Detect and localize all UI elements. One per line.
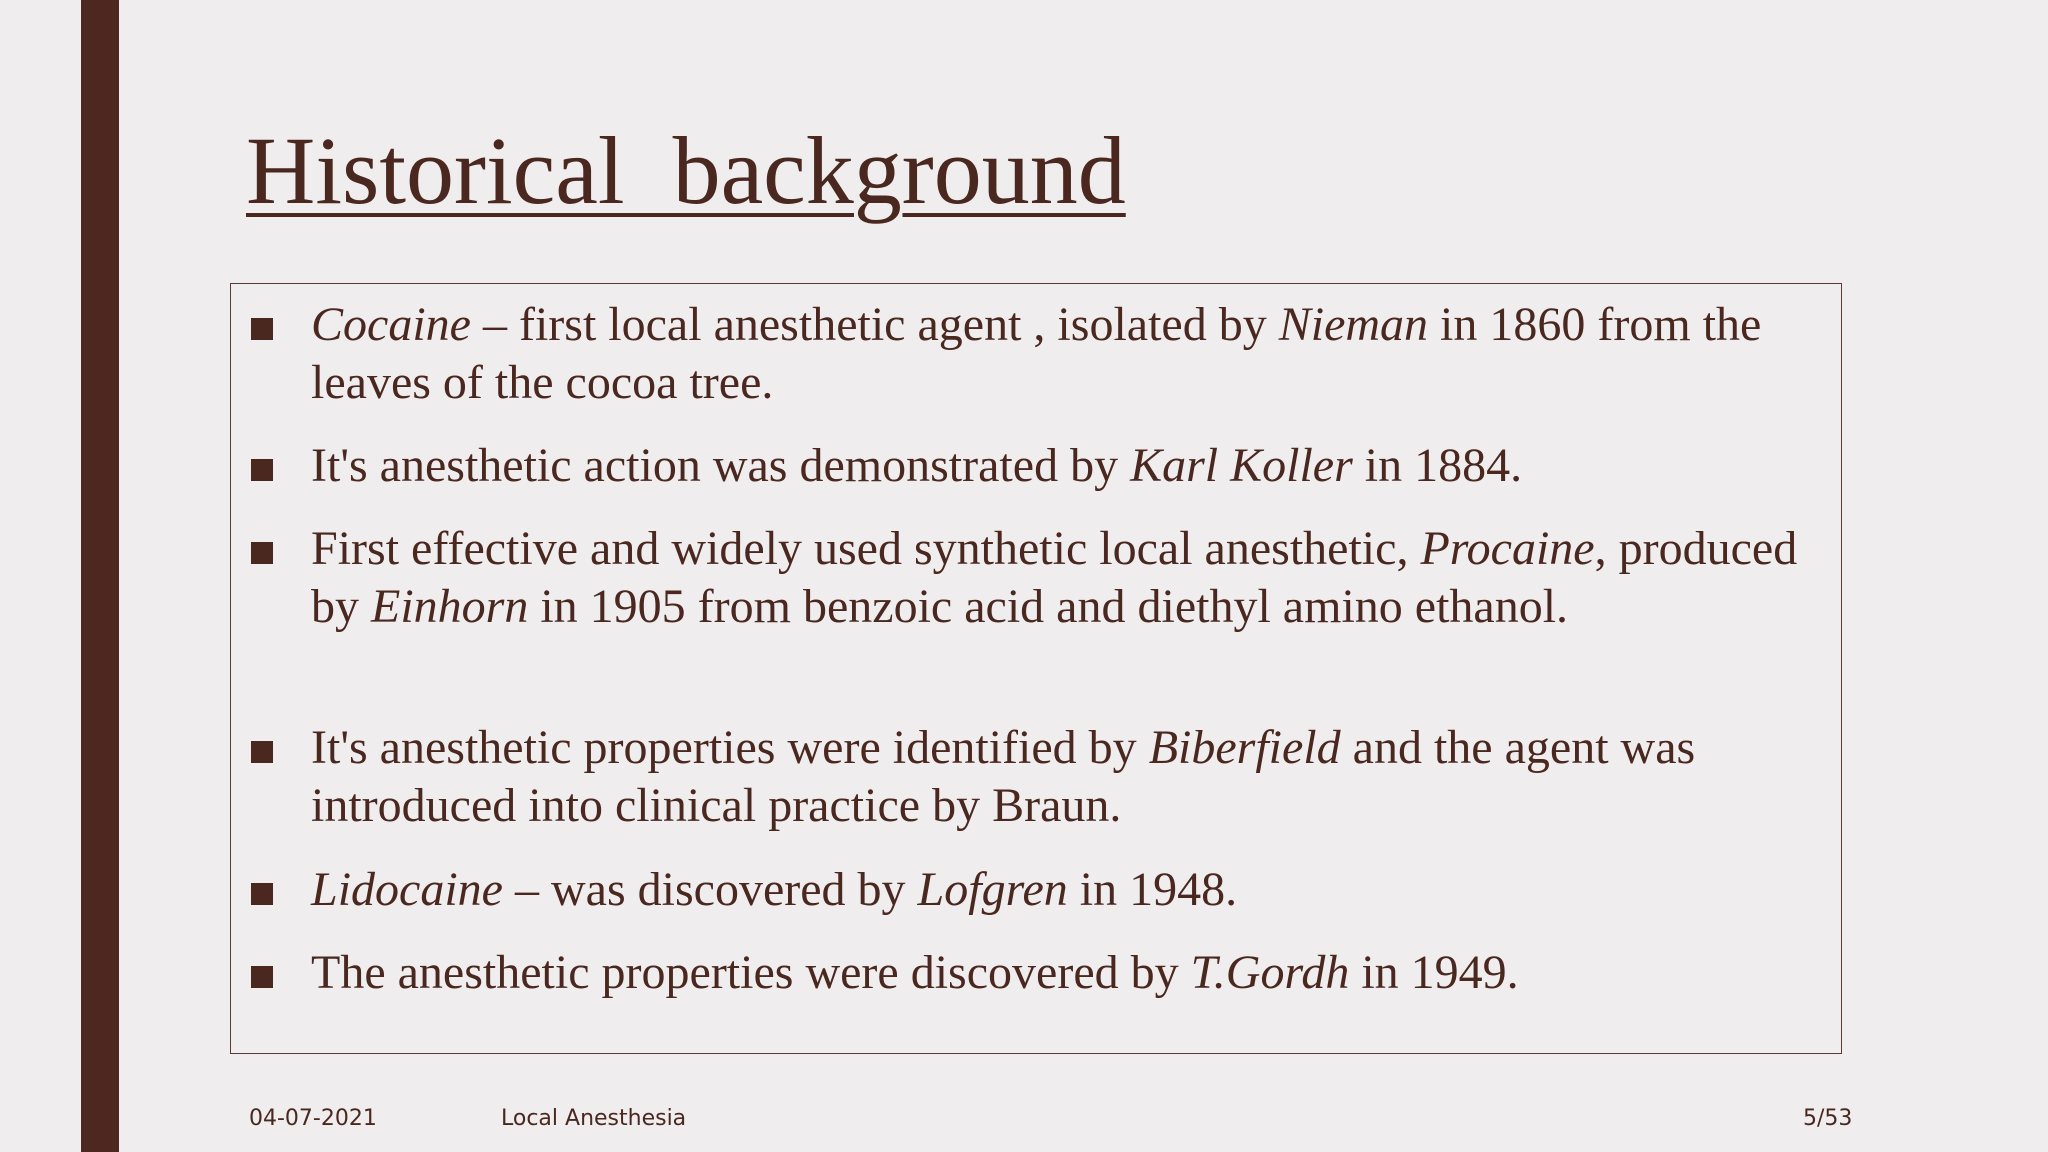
bullet-text-segment: Karl Koller: [1130, 439, 1353, 492]
bullet-text-segment: and the agent was introduced into clinical practice by Braun.: [311, 721, 1696, 832]
bullet-text-segment: , produced by: [311, 522, 1798, 633]
bullet-text-segment: Einhorn: [371, 580, 529, 633]
bullet-text-segment: Lidocaine: [311, 863, 503, 916]
bullet-item: [311, 437, 1811, 495]
footer-title: Local Anesthesia: [501, 1106, 687, 1131]
bullet-item: [311, 520, 1811, 636]
bullet-text-segment: in 1949.: [1349, 946, 1519, 999]
square-bullet-icon: [251, 459, 273, 481]
bullet-text-segment: It's anesthetic properties were identified by: [311, 721, 1149, 774]
square-bullet-icon: [251, 318, 273, 340]
bullet-text-segment: Biberfield: [1148, 721, 1341, 774]
bullet-text-segment: in 1948.: [1067, 863, 1238, 916]
bullet-text-segment: Procaine: [1420, 522, 1595, 575]
bullet-text-segment: in 1884.: [1352, 439, 1523, 492]
footer-date: 04-07-2021: [249, 1106, 377, 1131]
square-bullet-icon: [251, 966, 273, 988]
square-bullet-icon: [251, 883, 273, 905]
square-bullet-icon: [251, 741, 273, 763]
content-box: [230, 283, 1842, 1054]
bullet-text-segment: Lofgren: [917, 863, 1068, 916]
bullet-item: [311, 296, 1811, 412]
bullet-text-segment: in 1905 from benzoic acid and diethyl amino ethanol.: [528, 580, 1569, 633]
square-bullet-icon: [251, 542, 273, 564]
bullet-text-segment: – first local anesthetic agent , isolated by: [470, 298, 1279, 351]
bullet-item: [311, 944, 1811, 1002]
bullet-item: [311, 719, 1811, 835]
bullet-text-segment: It's anesthetic action was demonstrated by: [311, 439, 1131, 492]
bullet-text-segment: Nieman: [1278, 298, 1429, 351]
bullet-text-segment: The anesthetic properties were discovered by: [311, 946, 1191, 999]
slide-title: Historical background: [246, 117, 1126, 224]
bullet-text-segment: Cocaine: [311, 298, 471, 351]
bullet-text-segment: T.Gordh: [1190, 946, 1350, 999]
footer-page-number: 5/53: [1803, 1106, 1853, 1131]
bullet-text-segment: – was discovered by: [502, 863, 918, 916]
left-accent-bar: [81, 0, 119, 1152]
bullet-text-segment: in 1860 from the leaves of the cocoa tree.: [311, 298, 1762, 409]
bullet-item: [311, 861, 1811, 919]
bullet-text-segment: First effective and widely used synthetic local anesthetic,: [311, 522, 1421, 575]
